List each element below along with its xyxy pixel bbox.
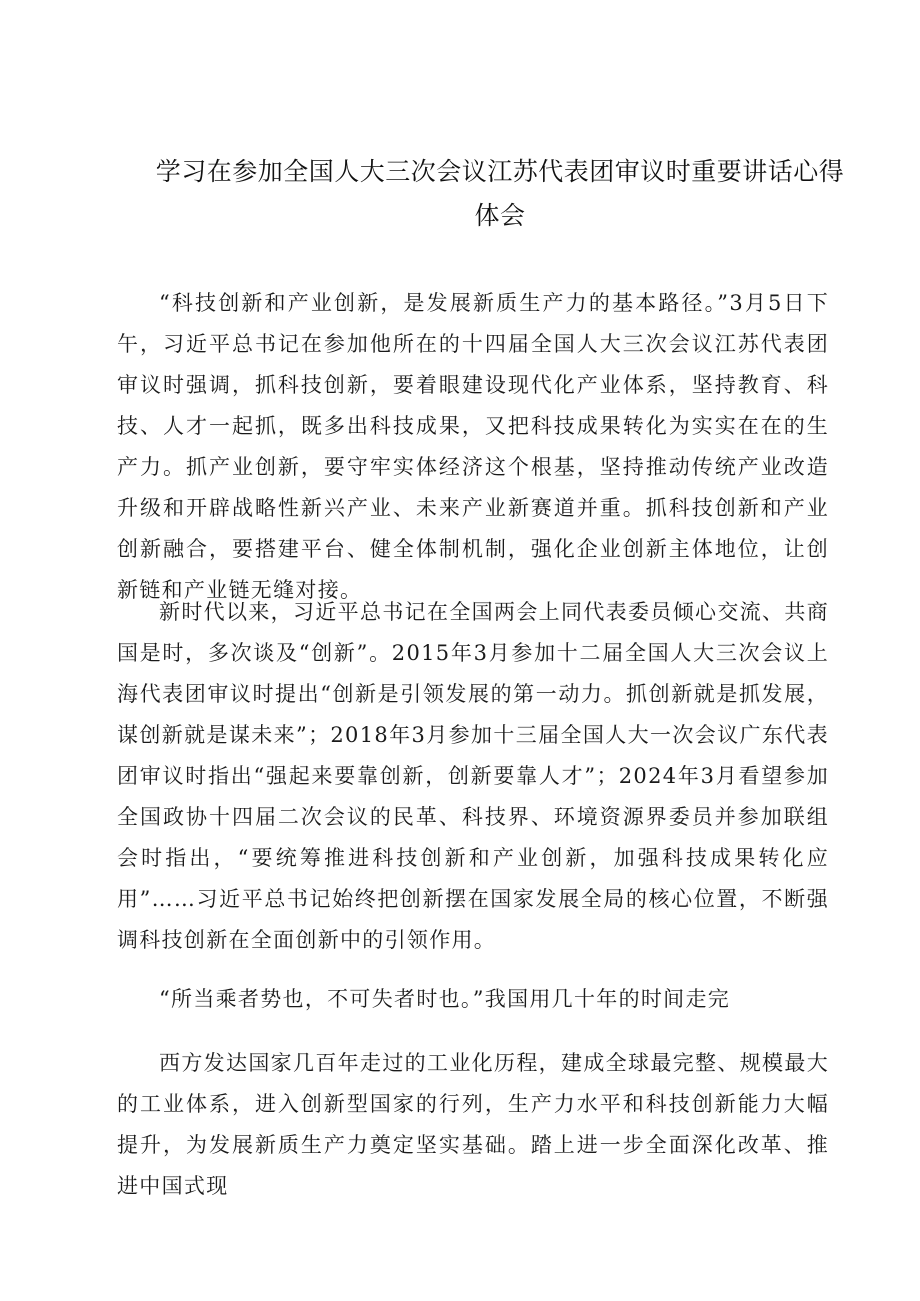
paragraph-4: 西方发达国家几百年走过的工业化历程，建成全球最完整、规模最大的工业体系，进入创新型国家的行列，生产力水平和科技创新能力大幅提升，为发展新质生产力奠定坚实基础。踏上进一步全面深化改革、推进中国式现 [117, 1051, 829, 1198]
paragraph-1: “科技创新和产业创新，是发展新质生产力的基本路径。”3月5日下午，习近平总书记在参加他所在的十四届全国人大三次会议江苏代表团审议时强调，抓科技创新，要着眼建设现代化产业体系，坚持教育、科技、人才一起抓，既多出科技成果，又把科技成果转化为实实在在的生产力。抓产业创新，要守牢实体经济这个根基，坚持推动传统产业改造升级和开辟战略性新兴产业、未来产业新赛道并重。抓科技创新和产业创新融合，要搭建平台、健全体制机制，强化企业创新主体地位，让创新链和产业链无缝对接。 [117, 291, 829, 602]
paragraph-2: 新时代以来，习近平总书记在全国两会上同代表委员倾心交流、共商国是时，多次谈及“创新”。2015年3月参加十二届全国人大三次会议上海代表团审议时提出“创新是引领发展的第一动力。抓创新就是抓发展，谋创新就是谋未来”；2018年3月参加十三届全国人大一次会议广东代表团审议时指出“强起来要靠创新，创新要靠人才”；2024年3月看望参加全国政协十四届二次会议的民革、科技界、环境资源界委员并参加联组会时指出，“要统筹推进科技创新和产业创新，加强科技成果转化应用”……习近平总书记始终把创新摆在国家发展全局的核心位置，不断强调科技创新在全面创新中的引领作用。 [117, 600, 829, 952]
paragraph-3: “所当乘者势也，不可失者时也。”我国用几十年的时间走完 [159, 987, 731, 1011]
document-title: 学习在参加全国人大三次会议江苏代表团审议时重要讲话心得体会 [155, 157, 845, 230]
